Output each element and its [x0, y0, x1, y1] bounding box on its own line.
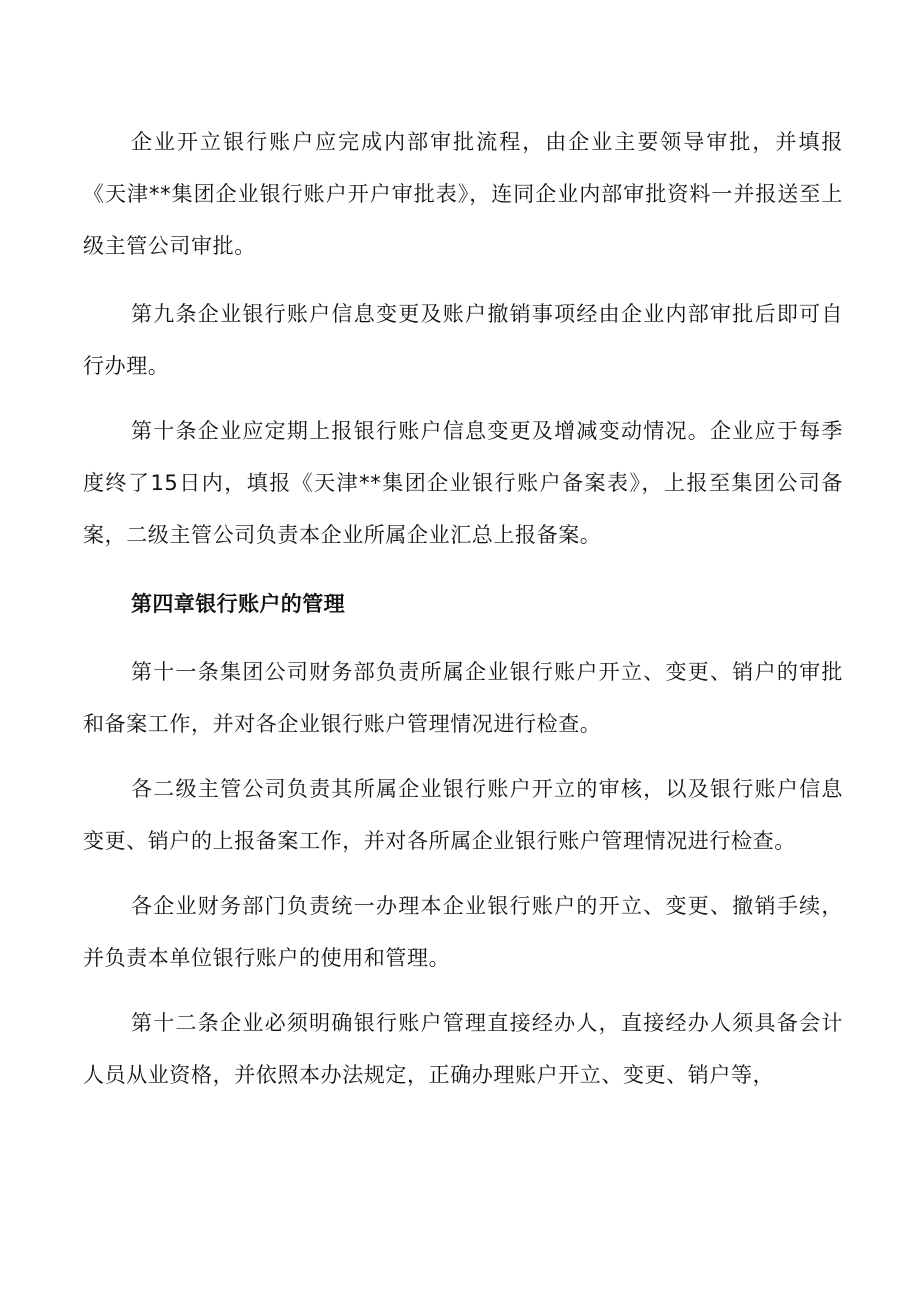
paragraph-article-12: 第十二条企业必须明确银行账户管理直接经办人，直接经办人须具备会计人员从业资格，并依照本办法规定，正确办理账户开立、变更、销户等， — [83, 1011, 843, 1087]
chapter-heading: 第四章银行账户的管理 — [131, 592, 345, 616]
paragraph-article-11: 第十一条集团公司财务部负责所属企业银行账户开立、变更、销户的审批和备案工作，并对各企业银行账户管理情况进行检查。 — [83, 660, 843, 736]
paragraph-secondary-companies: 各二级主管公司负责其所属企业银行账户开立的审核，以及银行账户信息变更、销户的上报备案工作，并对各所属企业银行账户管理情况进行检查。 — [83, 777, 843, 853]
paragraph-finance-departments: 各企业财务部门负责统一办理本企业银行账户的开立、变更、撤销手续，并负责本单位银行账户的使用和管理。 — [83, 894, 843, 970]
paragraph-article-10: 第十条企业应定期上报银行账户信息变更及增减变动情况。企业应于每季度终了15日内，填报《天津**集团企业银行账户备案表》，上报至集团公司备案，二级主管公司负责本企业所属企业汇总上报备案。 — [83, 419, 843, 547]
paragraph-account-opening-approval: 企业开立银行账户应完成内部审批流程，由企业主要领导审批，并填报《天津**集团企业银行账户开户审批表》，连同企业内部审批资料一并报送至上级主管公司审批。 — [83, 130, 843, 258]
paragraph-article-9: 第九条企业银行账户信息变更及账户撤销事项经由企业内部审批后即可自行办理。 — [83, 302, 843, 378]
